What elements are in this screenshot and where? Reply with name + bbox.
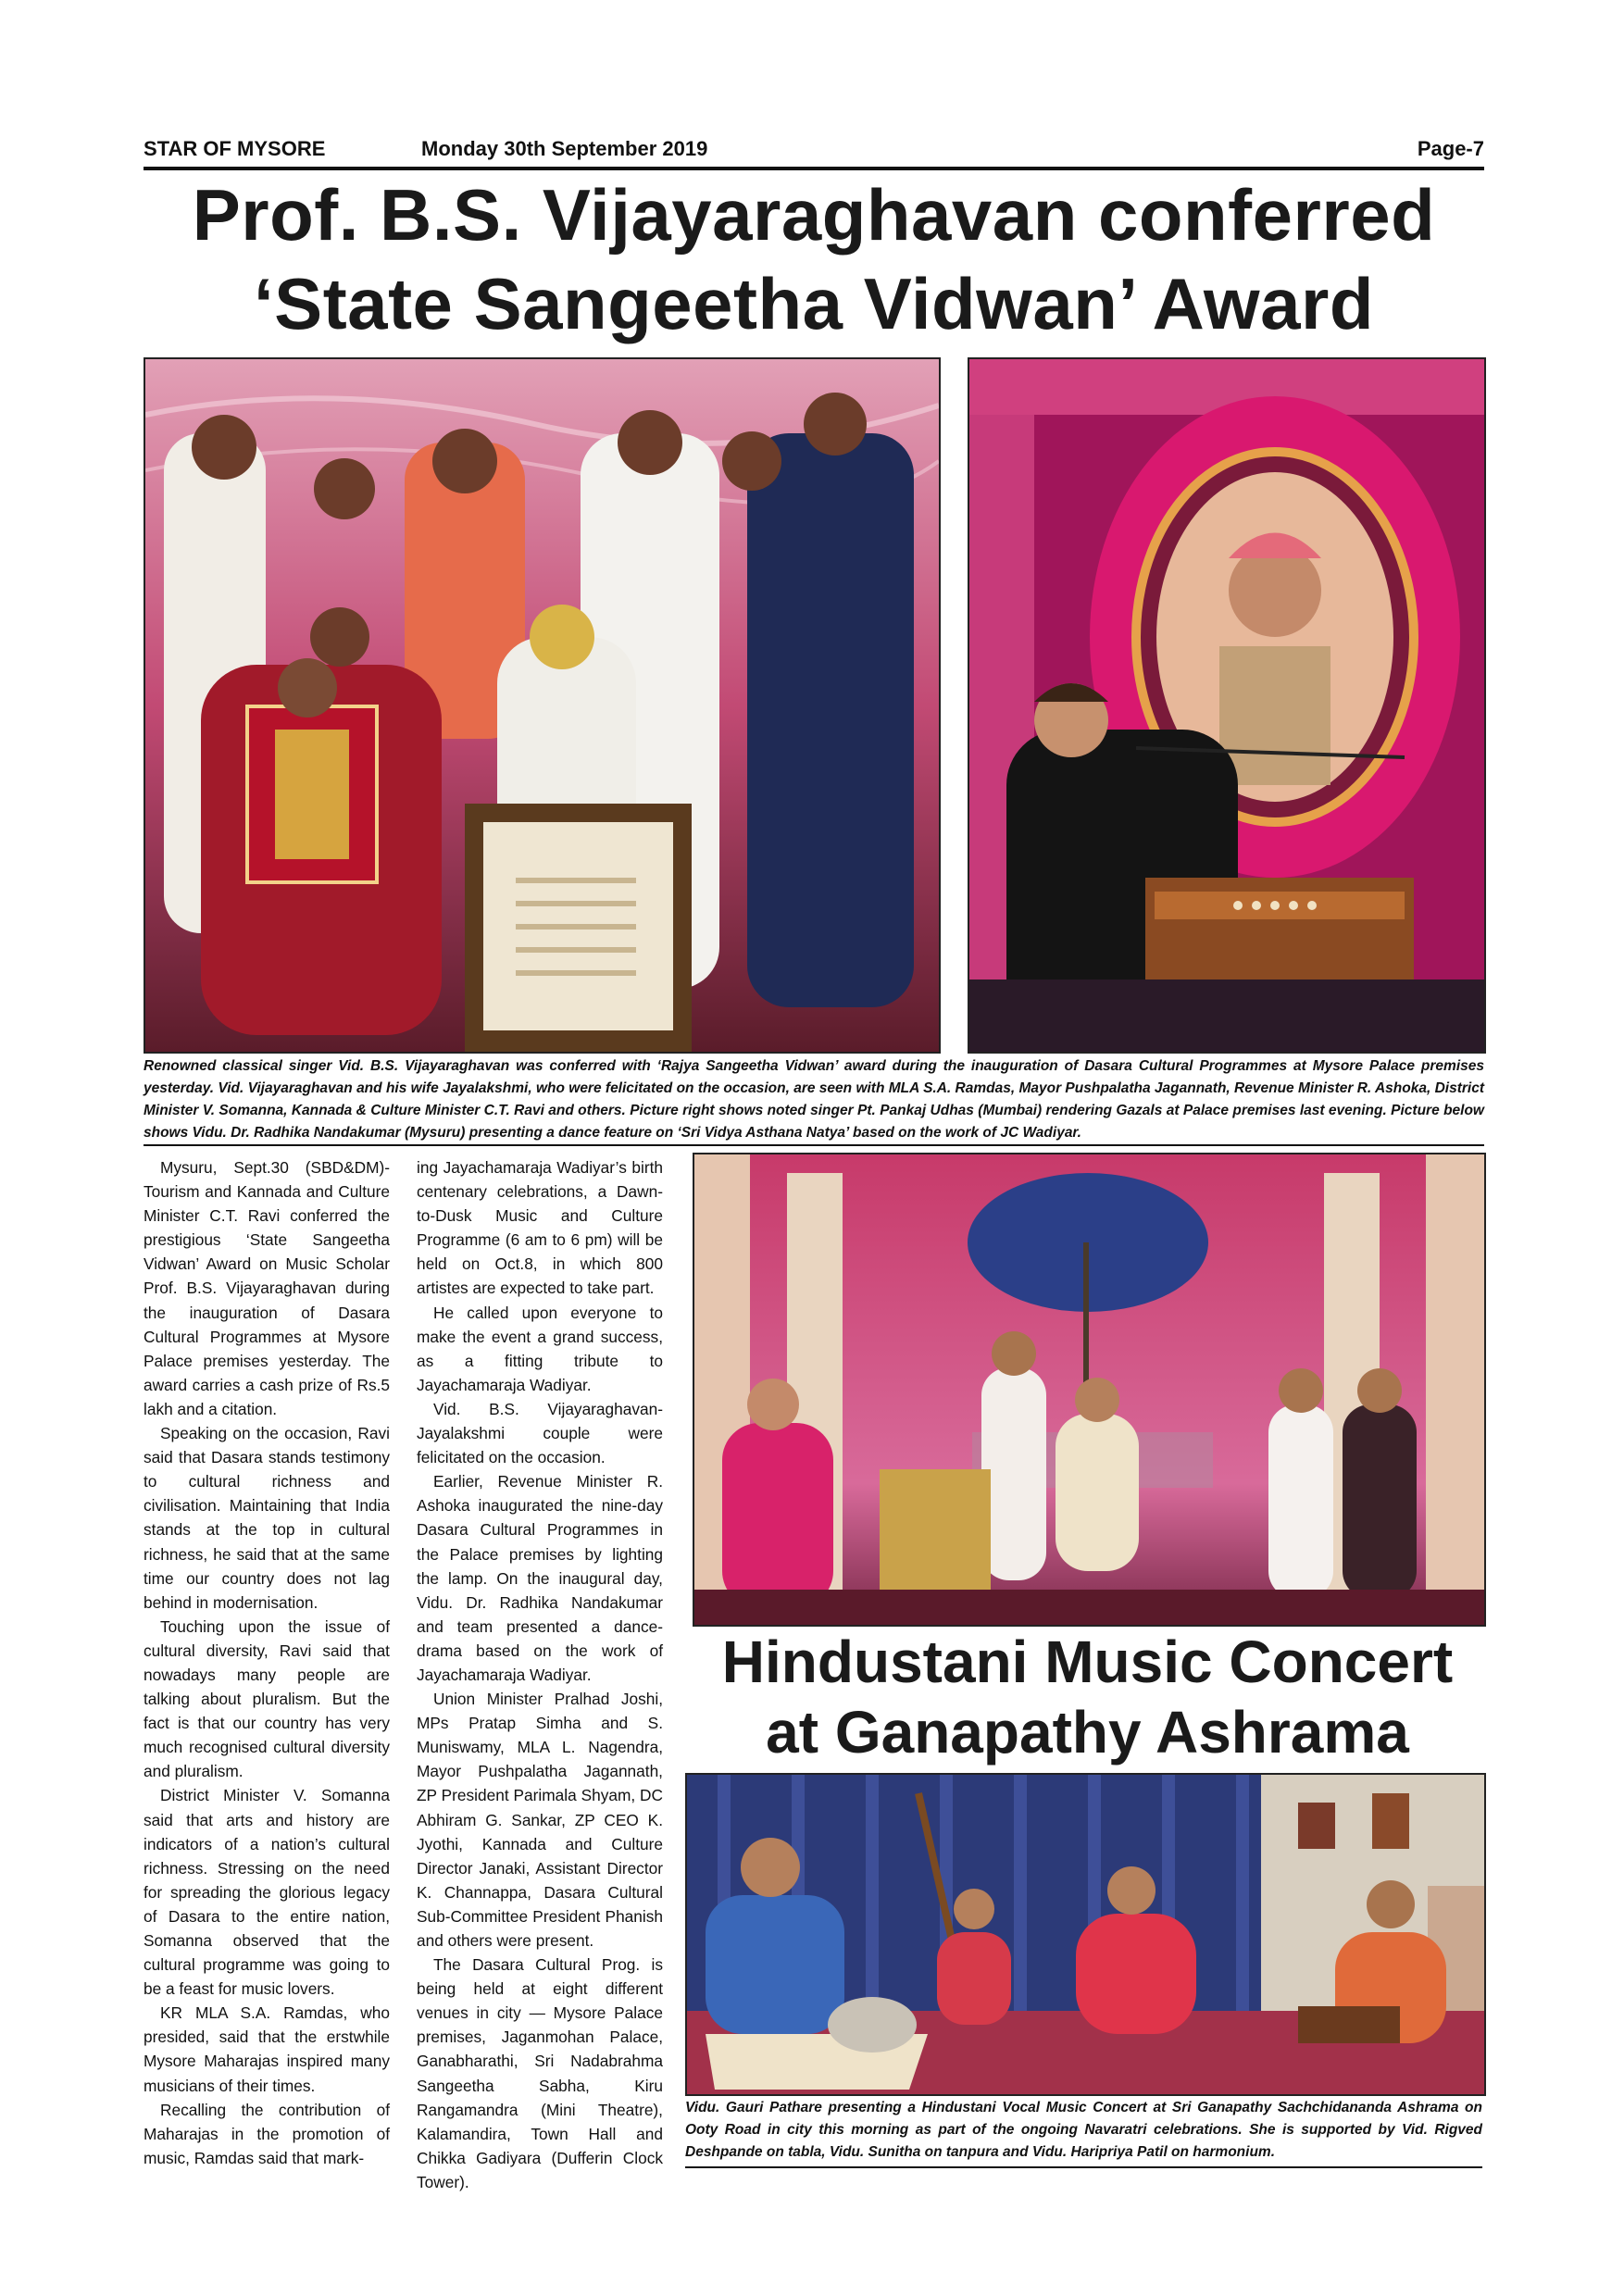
article-paragraph: The Dasara Cultural Prog. is being held at eight different venues in city — Mysore Palace premises, Jaganmohan Palace, Ganabharathi, Sri Nadabrahma Sangeetha Sabha, Kiru Rangamandra (Mini Theatre), Kalamandira, Town Hall and Chikka Gadiyara (Dufferin Clock Tower). [417,1955,663,2191]
top-photos-caption: Renowned classical singer Vid. B.S. Vijayaraghavan was conferred with ‘Rajya Sangeetha Vidwan’ award during the inauguration of Dasara Cultural Programmes at Mysore Palace premises yesterday. Vid. Vijayaraghavan and his wife Jayalakshmi, who were felicitated on the occasion, are seen with MLA S.A. Ramdas, Mayor Pushpalatha Jagannath, Revenue Minister R. Ashoka, District Minister V. Somanna, Kannada & Culture Minister C.T. Ravi and others. Picture right shows noted singer Pt. Pankaj Udhas (Mumbai) rendering Gazals at Palace premises last evening. Picture below shows Vidu. Dr. Radhika Nandakumar (Mysuru) presenting a dance feature on ‘Sri Vidya Asthana Natya’ based on the work of JC Wadiyar. [144,1058,1484,1141]
concert-caption: Vidu. Gauri Pathare presenting a Hindustani Vocal Music Concert at Sri Ganapathy Sachchidananda Ashrama on Ooty Road in city this morning as part of the ongoing Navaratri celebrations. She is supported by Vid. Rigved Deshpande on tabla, Vidu. Sunitha on tanpura and Vidu. Haripriya Patil on harmonium. [685,2100,1482,2160]
dance-feature-photo [693,1153,1486,1627]
masthead-rule [144,167,1484,170]
article-paragraph: Touching upon the issue of cultural diversity, Ravi said that nowadays many people are talking about pluralism. But the fact is that our country has very much recognised cultural diversity and pluralism. [144,1616,390,1781]
article-paragraph: He called upon everyone to make the event a grand success, as a fitting tribute to Jayachamaraja Wadiyar. [417,1303,663,1394]
article-paragraph: ing Jayachamaraja Wadiyar’s birth centenary celebrations, a Dawn-to-Dusk Music and Culture Programme (6 am to 6 pm) will be held on Oct.8, in which 800 artistes are expected to take part. [417,1158,663,1298]
article-paragraph: Speaking on the occasion, Ravi said that Dasara stands testimony to cultural richness and civilisation. Maintaining that India stands at the top in cultural richness, he said that at the same time our country does not lag behind in modernisation. [144,1424,390,1612]
page-number: Page-7 [1417,137,1484,160]
article-paragraph: District Minister V. Somanna said that arts and history are indicators of a nation’s cultural richness. Stressing on the need for spreading the glorious legacy of Dasara to the entire nation, Somanna observed that the cultural programme was going to be a feast for music lovers. [144,1786,390,1999]
caption-rule [144,1144,1484,1146]
article-column-1 [144,1155,390,2170]
article-column-2 [417,1155,663,2194]
article-paragraph: Recalling the contribution of Maharajas in the promotion of music, Ramdas said that mark- [144,2100,390,2167]
pankaj-udhas-photo [968,357,1486,1054]
second-headline-line2: at Ganapathy Ashrama [766,1699,1409,1766]
issue-date: Monday 30th September 2019 [421,137,708,160]
paper-name: STAR OF MYSORE [144,137,326,160]
second-headline-line1: Hindustani Music Concert [721,1628,1454,1695]
main-headline-line2: ‘State Sangeetha Vidwan’ Award [254,263,1374,344]
article-paragraph: Vid. B.S. Vijayaraghavan-Jayalakshmi couple were felicitated on the occasion. [417,1399,663,1467]
hindustani-concert-photo [685,1773,1486,2096]
award-ceremony-photo [144,357,941,1054]
concert-caption-rule [685,2166,1482,2168]
article-paragraph: Mysuru, Sept.30 (SBD&DM)- Tourism and Kannada and Culture Minister C.T. Ravi conferred the prestigious ‘State Sangeetha Vidwan’ Award on Music Scholar Prof. B.S. Vijayaraghavan during the inauguration of Dasara Cultural Programmes at Mysore Palace premises yesterday. The award carries a cash prize of Rs.5 lakh and a citation. [144,1158,390,1418]
article-paragraph: Earlier, Revenue Minister R. Ashoka inaugurated the nine-day Dasara Cultural Programmes in the Palace premises by lighting the lamp. On the inaugural day, Vidu. Dr. Radhika Nandakumar and team presented a dance-drama based on the work of Jayachamaraja Wadiyar. [417,1472,663,1684]
article-paragraph: Union Minister Pralhad Joshi, MPs Pratap Simha and S. Muniswamy, MLA L. Nagendra, Mayor Pushpalatha Jagannath, ZP President Parimala Shyam, DC Abhiram G. Sankar, ZP CEO K. Jyothi, Kannada and Culture Director Janaki, Assistant Director K. Channappa, Dasara Cultural Sub-Committee President Phanish and others were present. [417,1690,663,1950]
article-paragraph: KR MLA S.A. Ramdas, who presided, said that the erstwhile Mysore Maharajas inspired many musicians of their times. [144,2003,390,2095]
main-headline-line1: Prof. B.S. Vijayaraghavan conferred [192,174,1436,256]
masthead [144,135,1484,168]
